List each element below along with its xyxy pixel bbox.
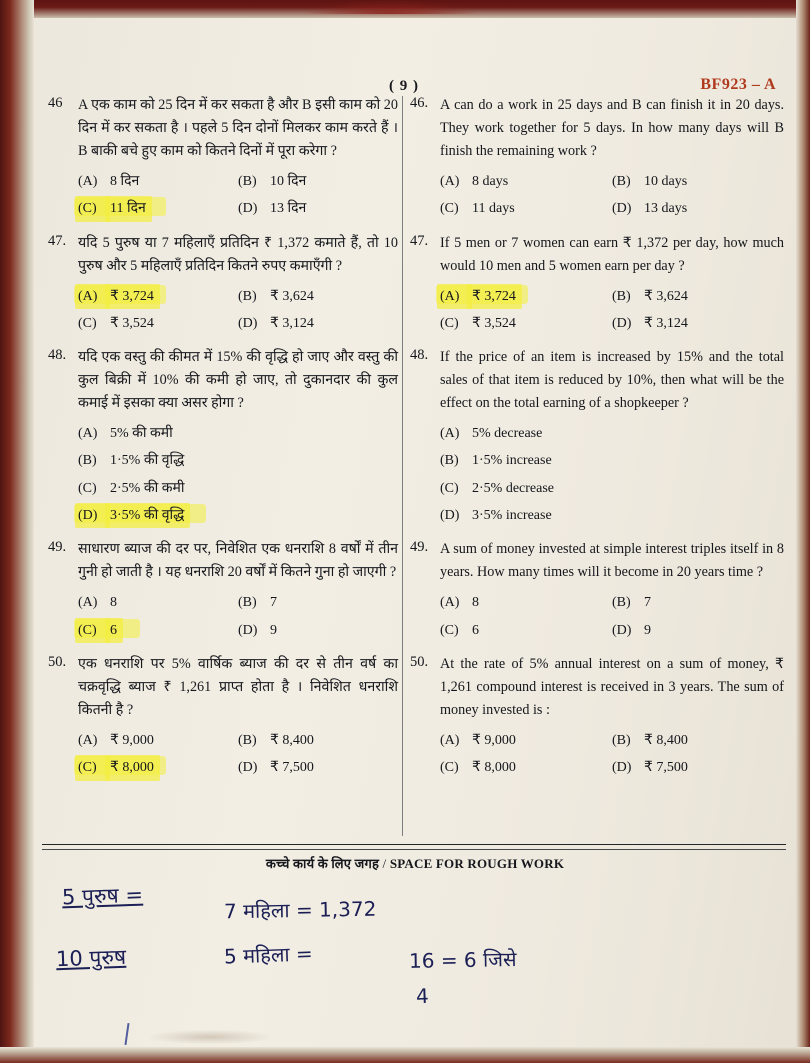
- question-number: 49.: [410, 539, 429, 556]
- option-d[interactable]: [612, 617, 784, 644]
- option-text: ₹ 8,000: [472, 760, 516, 776]
- option-d[interactable]: [238, 310, 398, 337]
- option-text: 8: [110, 595, 117, 611]
- option-a[interactable]: [440, 168, 612, 195]
- page-number: ( 9 ): [389, 78, 419, 94]
- option-b[interactable]: [612, 727, 784, 754]
- option-text: ₹ 3,524: [472, 315, 516, 331]
- photo-edge-blob: [300, 0, 480, 14]
- question-block: [410, 538, 784, 644]
- option-text: ₹ 7,500: [270, 760, 314, 776]
- photo-edge-left: [0, 0, 34, 1063]
- option-text: ₹ 3,124: [270, 315, 314, 331]
- rough-work-heading-hi: कच्चे कार्य के लिए जगह: [265, 856, 380, 871]
- option-list: [78, 420, 398, 529]
- option-b[interactable]: [238, 589, 398, 616]
- option-text: ₹ 3,624: [270, 288, 314, 304]
- option-list: [78, 283, 398, 338]
- option-list: [440, 283, 784, 338]
- option-a[interactable]: [78, 589, 238, 616]
- question-head: [48, 94, 398, 163]
- option-a[interactable]: [440, 283, 612, 310]
- option-c[interactable]: [78, 754, 238, 781]
- option-a[interactable]: [78, 727, 238, 754]
- option-list: [440, 589, 784, 644]
- option-text: ₹ 3,724: [108, 283, 156, 310]
- option-a[interactable]: [440, 727, 612, 754]
- option-b[interactable]: [238, 283, 398, 310]
- option-b[interactable]: [78, 447, 398, 474]
- option-label: (A): [78, 426, 98, 442]
- option-label: (C): [440, 201, 459, 217]
- handwriting-note-5: 16 = 6 जिसे: [408, 947, 517, 973]
- option-list: [78, 727, 398, 782]
- paper-smudge: [150, 1030, 270, 1044]
- option-a[interactable]: [78, 283, 238, 310]
- question-number: 48.: [410, 347, 429, 364]
- handwriting-note-3: 10 पुरुष: [55, 944, 127, 972]
- question-text: यदि 5 पुरुष या 7 महिलाएँ प्रतिदिन ₹ 1,372 कमाते हैं, तो 10 पुरुष और 5 महिलाएँ प्रतिदिन कितने रुपए कमाएँगी ?: [78, 234, 398, 274]
- option-text: ₹ 9,000: [472, 732, 516, 748]
- option-label: (B): [440, 453, 459, 469]
- option-label: (B): [238, 174, 257, 189]
- option-b[interactable]: [238, 168, 398, 195]
- photo-edge-right: [796, 0, 810, 1063]
- option-label: (C): [78, 195, 108, 222]
- question-head: [48, 346, 398, 415]
- question-head: [410, 653, 784, 722]
- option-text: 5% की कमी: [110, 426, 173, 442]
- option-label: (C): [440, 480, 459, 496]
- question-text: A एक काम को 25 दिन में कर सकता है और B इसी काम को 20 दिन में कर सकता है । पहले 5 दिन दोनों मिलकर काम करते हैं । B बाकी बचे हुए काम को कितने दिनों में पूरा करेगा ?: [78, 97, 398, 159]
- rough-work-rule-secondary: [42, 849, 786, 850]
- option-label: (B): [238, 732, 257, 748]
- option-list: [440, 420, 784, 529]
- option-label: (B): [612, 174, 631, 189]
- option-text: ₹ 3,124: [644, 315, 688, 331]
- option-label: (D): [238, 315, 258, 331]
- option-text: 13 days: [644, 201, 688, 217]
- option-text: ₹ 8,400: [644, 732, 688, 748]
- option-a[interactable]: [440, 420, 784, 447]
- option-label: (D): [612, 315, 632, 331]
- handwriting-note-6: 4: [415, 983, 430, 1009]
- option-label: (B): [612, 595, 631, 611]
- option-text: 8 days: [472, 174, 509, 189]
- option-label: (C): [440, 315, 459, 331]
- option-d[interactable]: [612, 754, 784, 781]
- option-label: (B): [612, 732, 631, 748]
- option-label: (C): [440, 622, 459, 638]
- option-text: 10 दिन: [270, 174, 307, 189]
- question-head: [410, 538, 784, 584]
- option-text: 10 days: [644, 174, 688, 189]
- option-text: 5% decrease: [472, 426, 543, 442]
- question-number: 46.: [410, 95, 429, 111]
- question-text: If 5 men or 7 women can earn ₹ 1,372 per day, how much would 10 men and 5 women earn per day ?: [440, 234, 784, 274]
- question-block: [48, 94, 398, 223]
- rough-work-heading-sep: /: [379, 856, 390, 871]
- option-c[interactable]: [78, 310, 238, 337]
- option-d[interactable]: [612, 195, 784, 222]
- option-d[interactable]: [78, 502, 398, 529]
- question-head: [410, 232, 784, 278]
- question-head: [48, 232, 398, 278]
- option-b[interactable]: [440, 447, 784, 474]
- english-question-column: [410, 94, 784, 791]
- option-label: (A): [440, 174, 460, 189]
- option-label: (B): [612, 288, 631, 304]
- option-label: (A): [440, 426, 460, 442]
- option-label: (D): [612, 201, 632, 217]
- option-d[interactable]: [238, 195, 398, 222]
- option-label: (D): [238, 201, 258, 217]
- option-text: ₹ 8,000: [108, 754, 156, 781]
- option-b[interactable]: [612, 283, 784, 310]
- option-label: (C): [78, 315, 97, 331]
- option-label: (A): [440, 595, 460, 611]
- option-list: [78, 589, 398, 644]
- option-label: (A): [78, 283, 108, 310]
- question-paper-sheet: [34, 16, 796, 1051]
- option-text: 1·5% की वृद्धि: [110, 453, 185, 469]
- option-label: (B): [238, 288, 257, 304]
- option-text: 9: [644, 622, 651, 638]
- option-c[interactable]: [78, 195, 238, 222]
- handwriting-note-2: 7 महिला = 1,372: [223, 896, 377, 924]
- question-text: एक धनराशि पर 5% वार्षिक ब्याज की दर से तीन वर्ष का चक्रवृद्धि ब्याज ₹ 1,261 प्राप्त होता है । निवेशित धनराशि कितनी है ?: [78, 655, 398, 718]
- option-text: 3·5% की वृद्धि: [108, 502, 186, 529]
- booklet-code: BF923 – A: [700, 76, 776, 93]
- option-text: ₹ 3,624: [644, 288, 688, 304]
- option-text: 11 दिन: [108, 195, 148, 222]
- question-number: 50.: [48, 653, 67, 670]
- option-b[interactable]: [612, 589, 784, 616]
- option-a[interactable]: [440, 589, 612, 616]
- option-text: 8 दिन: [110, 174, 140, 189]
- option-list: [78, 168, 398, 223]
- question-block: [48, 653, 398, 782]
- option-b[interactable]: [238, 727, 398, 754]
- question-text: यदि एक वस्तु की कीमत में 15% की वृद्धि हो जाए और वस्तु की कुल बिक्री में 10% की कमी हो जाए, तो दुकानदार की कुल कमाई में इसका क्या असर होगा ?: [78, 349, 398, 412]
- option-text: 3·5% increase: [472, 508, 552, 524]
- option-c[interactable]: [440, 475, 784, 502]
- option-label: (D): [612, 622, 632, 638]
- question-text: A can do a work in 25 days and B can finish it in 20 days. They work together for 5 days. In how many days will B finish the remaining work ?: [440, 97, 784, 159]
- option-label: (C): [78, 754, 108, 781]
- question-number: 46: [48, 95, 63, 111]
- option-text: 13 दिन: [270, 201, 307, 217]
- question-block: [48, 232, 398, 338]
- option-label: (A): [78, 174, 98, 189]
- question-block: [410, 346, 784, 529]
- option-list: [440, 727, 784, 782]
- option-text: ₹ 8,400: [270, 732, 314, 748]
- rough-work-rule: [42, 844, 786, 845]
- option-label: (C): [78, 617, 108, 644]
- option-label: (D): [78, 502, 108, 529]
- hindi-question-column: [48, 94, 398, 791]
- option-text: 8: [472, 595, 479, 611]
- question-text: If the price of an item is increased by 15% and the total sales of that item is reduced by 10%, then what will be the effect on the total earning of a shopkeeper ?: [440, 349, 784, 412]
- option-text: 6: [472, 622, 479, 638]
- option-c[interactable]: [440, 617, 612, 644]
- option-label: (D): [612, 760, 632, 776]
- question-text: A sum of money invested at simple interest triples itself in 8 years. How many times will it become in 20 years time ?: [440, 541, 784, 581]
- question-block: [48, 346, 398, 529]
- option-c[interactable]: [78, 617, 238, 644]
- option-c[interactable]: [440, 310, 612, 337]
- option-label: (C): [78, 480, 97, 496]
- option-c[interactable]: [78, 475, 398, 502]
- question-number: 47.: [48, 232, 67, 249]
- question-number: 49.: [48, 539, 67, 556]
- question-block: [410, 232, 784, 338]
- option-text: ₹ 3,724: [470, 283, 518, 310]
- option-label: (B): [78, 453, 97, 469]
- question-head: [410, 346, 784, 415]
- question-text: साधारण ब्याज की दर पर, निवेशित एक धनराशि 8 वर्षों में तीन गुनी हो जाती है । यह धनराशि 20 वर्षों में कितने गुना हो जाएगी ?: [78, 541, 398, 581]
- question-head: [48, 538, 398, 584]
- option-c[interactable]: [440, 754, 612, 781]
- rough-work-heading-en: SPACE FOR ROUGH WORK: [389, 856, 565, 871]
- option-d[interactable]: [238, 754, 398, 781]
- option-label: (A): [440, 732, 460, 748]
- option-text: 7: [270, 595, 277, 611]
- option-text: ₹ 7,500: [644, 760, 688, 776]
- option-label: (A): [78, 595, 98, 611]
- option-label: (C): [440, 760, 459, 776]
- option-text: 2·5% की कमी: [110, 480, 185, 496]
- question-text: At the rate of 5% annual interest on a sum of money, ₹ 1,261 compound interest is received in 3 years. The sum of money invested is :: [440, 655, 784, 718]
- option-label: (D): [238, 622, 258, 638]
- question-block: [48, 538, 398, 644]
- handwriting-note-4: 5 महिला =: [223, 941, 314, 969]
- option-label: (B): [238, 595, 257, 611]
- option-text: ₹ 3,524: [110, 315, 154, 331]
- option-c[interactable]: [440, 195, 612, 222]
- question-number: 50.: [410, 653, 429, 670]
- question-number: 47.: [410, 232, 429, 249]
- question-head: [410, 94, 784, 163]
- option-label: (D): [440, 508, 460, 524]
- option-text: 6: [108, 617, 119, 644]
- option-text: 1·5% increase: [472, 453, 552, 469]
- question-number: 48.: [48, 347, 67, 364]
- handwriting-note-1: 5 पुरुष =: [61, 882, 144, 910]
- option-a[interactable]: [78, 168, 238, 195]
- option-text: ₹ 9,000: [110, 732, 154, 748]
- question-block: [410, 94, 784, 223]
- option-d[interactable]: [612, 310, 784, 337]
- option-b[interactable]: [612, 168, 784, 195]
- option-label: (D): [238, 760, 258, 776]
- question-block: [410, 653, 784, 782]
- column-divider: [402, 96, 403, 836]
- stray-pen-mark: [124, 1023, 129, 1045]
- option-text: 9: [270, 622, 277, 638]
- option-text: 2·5% decrease: [472, 480, 555, 496]
- option-list: [440, 168, 784, 223]
- option-text: 11 days: [472, 201, 515, 217]
- option-text: 7: [644, 595, 651, 611]
- option-label: (A): [440, 283, 470, 310]
- rough-work-heading: [34, 854, 796, 872]
- option-d[interactable]: [440, 502, 784, 529]
- option-label: (A): [78, 732, 98, 748]
- question-head: [48, 653, 398, 722]
- option-d[interactable]: [238, 617, 398, 644]
- option-a[interactable]: [78, 420, 398, 447]
